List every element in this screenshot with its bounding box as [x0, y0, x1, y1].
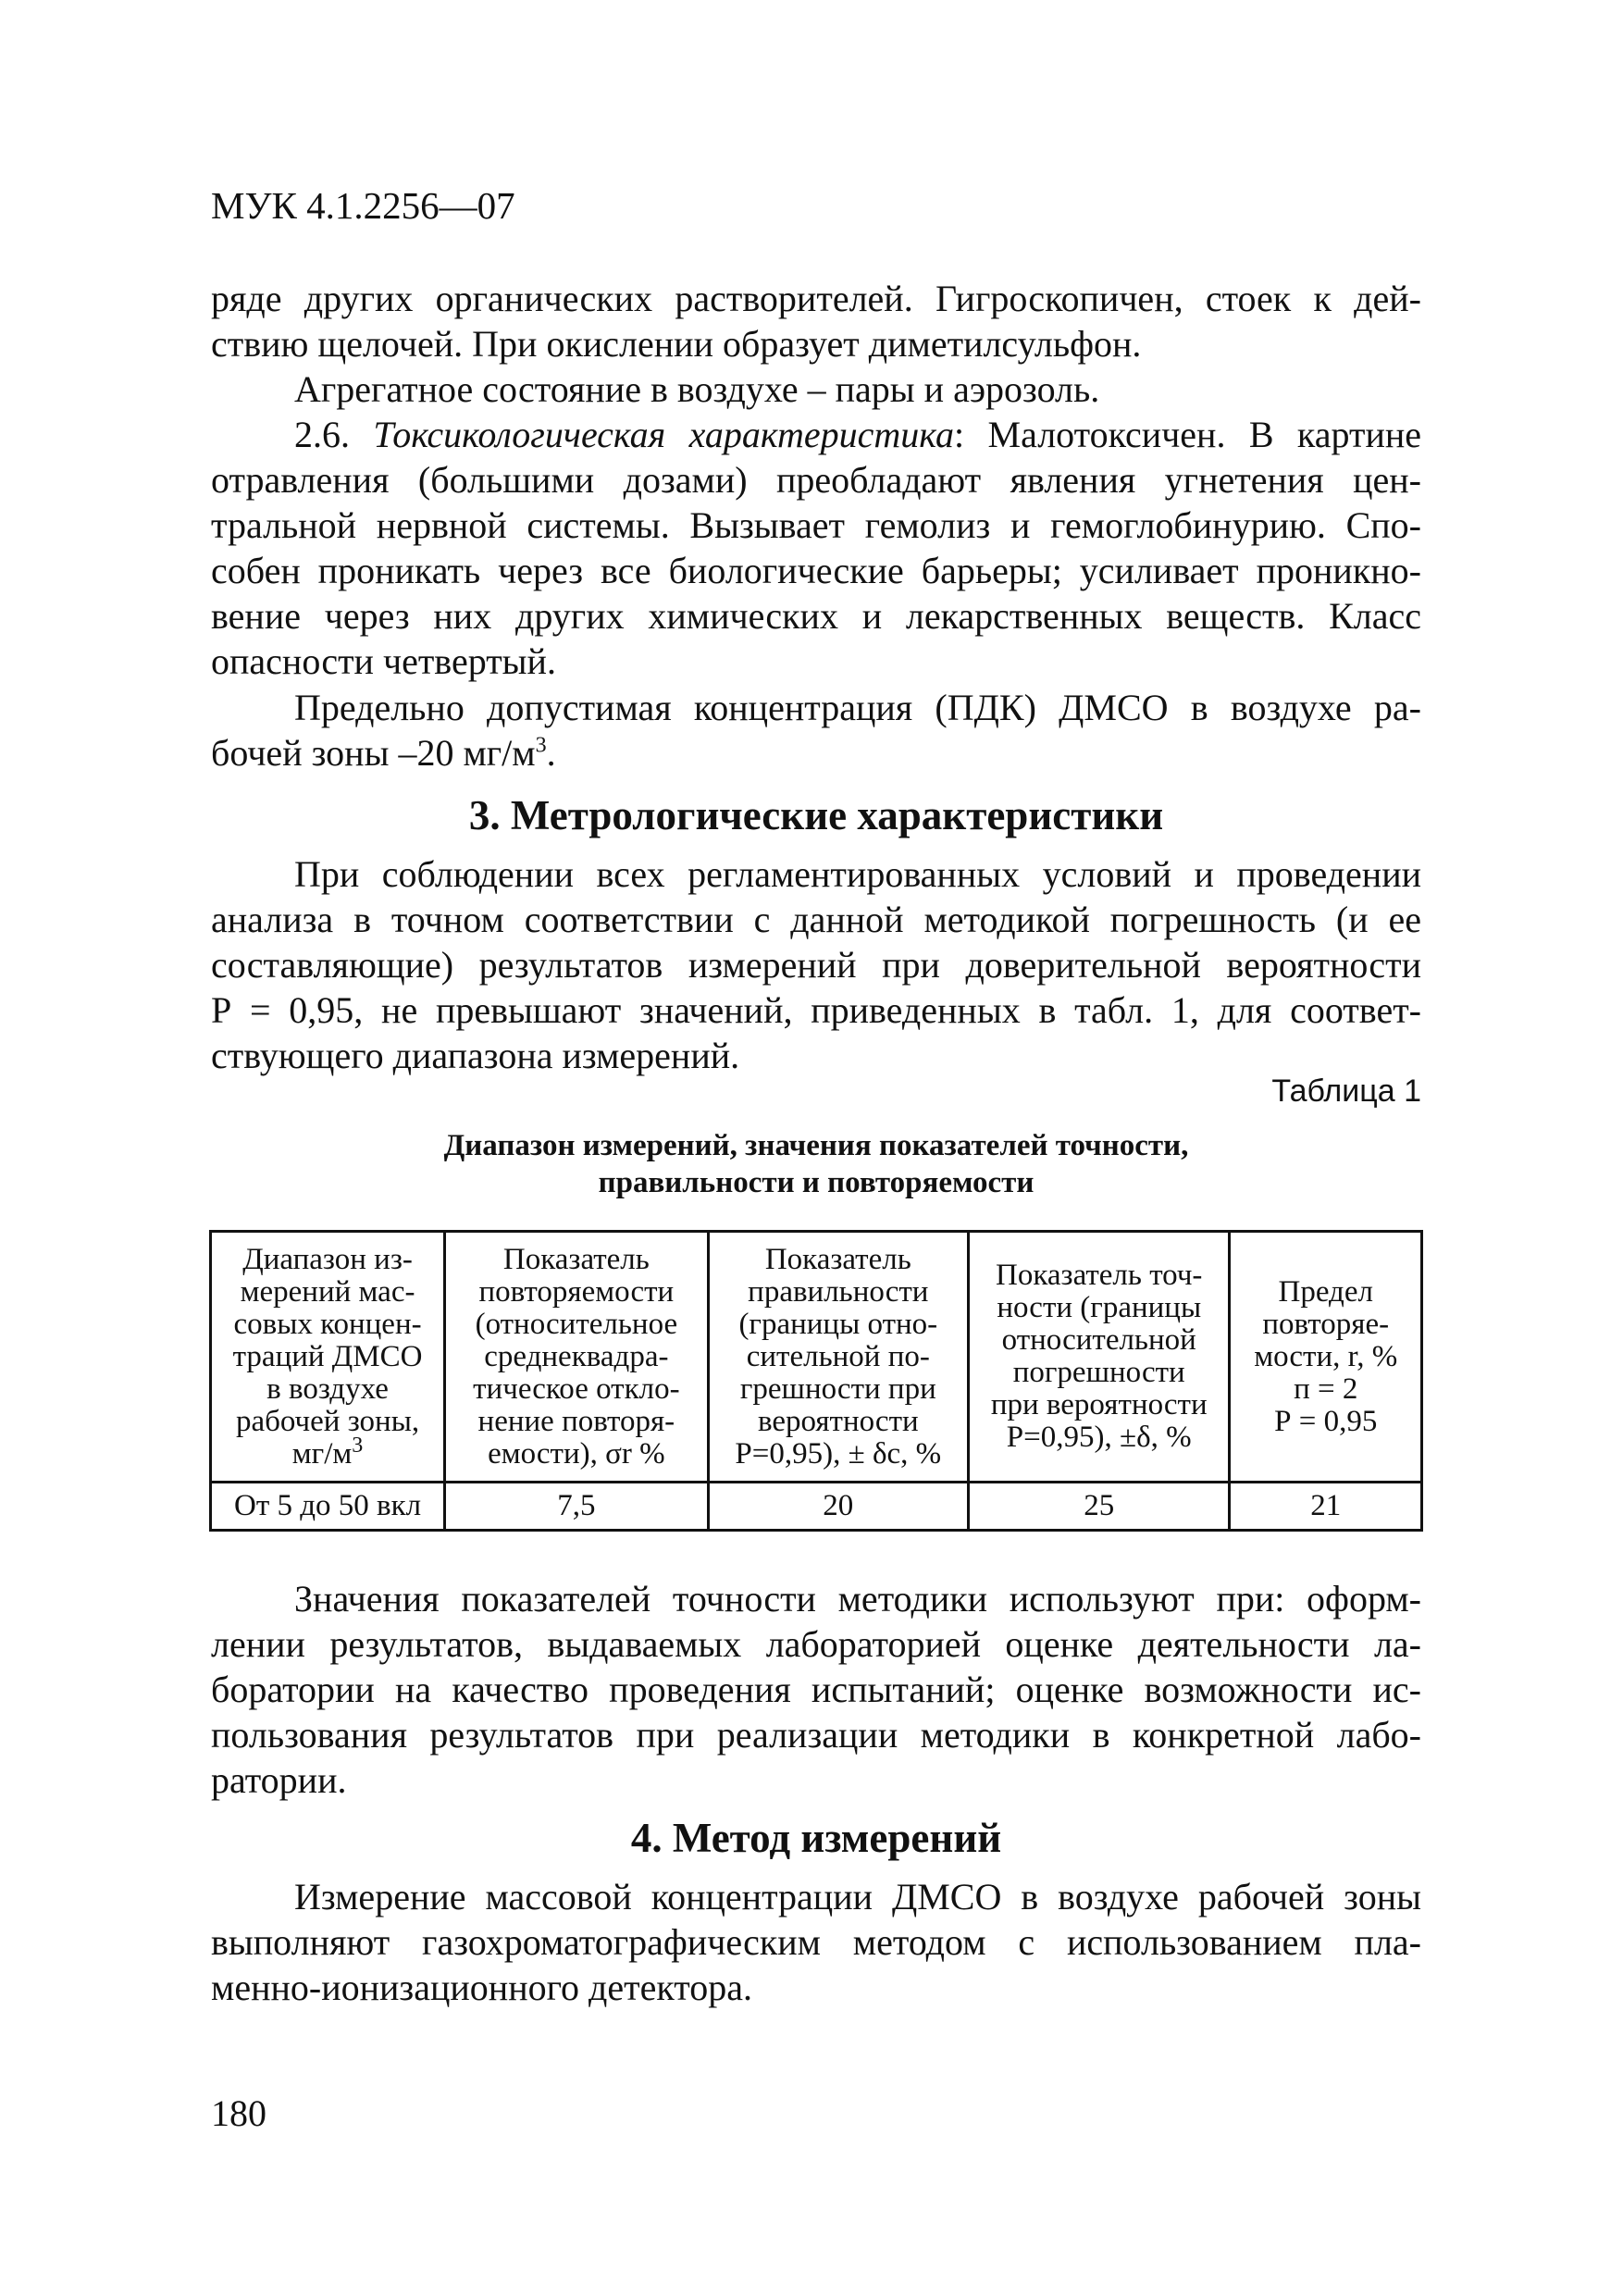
header-line: Р=0,95), ± δc, %	[735, 1436, 942, 1471]
document-code-header: МУК 4.1.2256—07	[211, 184, 515, 227]
header-line: мерений мас-	[240, 1274, 415, 1309]
text-line	[211, 412, 1421, 457]
text-line: собен проникать через все биологические барьеры; усиливает проникно-	[211, 550, 1421, 591]
text-line: ряде других органических растворителей. Гигроскопичен, стоек к дей-	[211, 278, 1421, 319]
header-line: в воздухе	[266, 1371, 389, 1406]
paragraph-solvents	[211, 276, 1421, 366]
paragraph-mac	[211, 685, 1421, 776]
header-line	[215, 1433, 440, 1471]
superscript: 3	[352, 1433, 364, 1458]
paragraph-usage	[211, 1576, 1421, 1803]
text-line: пользования результатов при реализации методики в конкретной лабо-	[211, 1714, 1421, 1756]
text-line: составляющие) результатов измерений при доверительной вероятности	[211, 944, 1421, 986]
header-line: Показатель точ-	[996, 1259, 1203, 1292]
header-line: Р = 0,95	[1274, 1404, 1378, 1438]
text-line: ствию щелочей. При окислении образует диметилсульфон.	[211, 323, 1142, 365]
header-line: емости), σr %	[488, 1436, 665, 1471]
text-line: ратории.	[211, 1759, 347, 1801]
header-line: мости, r, %	[1254, 1339, 1398, 1373]
table-cell: 20	[708, 1483, 968, 1531]
table-title-line: Диапазон измерений, значения показателей точности,	[443, 1129, 1189, 1162]
text-line: При соблюдении всех регламентированных условий и проведении	[294, 853, 1421, 895]
header-line: нение повторя-	[477, 1404, 675, 1438]
text-line: Значения показателей точности методики используют при: оформ-	[294, 1578, 1421, 1620]
header-line: траций ДМСО	[232, 1339, 423, 1373]
text-line	[211, 730, 1421, 776]
text-line: Измерение массовой концентрации ДМСО в воздухе рабочей зоны	[294, 1876, 1421, 1917]
table-label: Таблица 1	[1271, 1074, 1421, 1109]
header-line: совых концен-	[233, 1307, 422, 1341]
header-line: Показатель	[764, 1242, 911, 1276]
clause-title: Токсикологическая характеристика	[373, 414, 955, 455]
text-line: вение через них других химических и лекарственных веществ. Класс	[211, 595, 1421, 637]
table-header-row	[211, 1232, 1422, 1483]
text-line: боратории на качество проведения испытаний; оценке возможности ис-	[211, 1669, 1421, 1710]
table-row	[211, 1483, 1422, 1531]
text-fragment: : Малотоксичен. В картине	[954, 414, 1422, 455]
header-line: Показатель	[502, 1242, 650, 1276]
header-line: Р=0,95), ±δ, %	[1006, 1421, 1192, 1454]
metrology-table	[209, 1230, 1423, 1532]
paragraph-metrology	[211, 851, 1421, 1078]
header-line: правильности	[748, 1274, 929, 1309]
header-line: п = 2	[1294, 1371, 1358, 1406]
header-line: повторяе-	[1262, 1307, 1390, 1341]
text-line: анализа в точном соответствии с данной методикой погрешность (и ее	[211, 899, 1421, 940]
header-line: рабочей зоны,	[235, 1404, 420, 1438]
table-title	[211, 1127, 1421, 1201]
header-cell-repeatability	[445, 1232, 709, 1483]
table-cell: 25	[968, 1483, 1229, 1531]
table-cell: 7,5	[445, 1483, 709, 1531]
paragraph-method	[211, 1874, 1421, 2010]
section-heading: 4. Метод измерений	[630, 1815, 1002, 1861]
header-line: среднеквадра-	[484, 1339, 669, 1373]
text-line: опасности четвертый.	[211, 640, 556, 682]
text-line: выполняют газохроматографическим методом с использованием пла-	[211, 1921, 1421, 1963]
header-line: ности (границы	[997, 1291, 1202, 1324]
header-line: Диапазон из-	[242, 1242, 413, 1276]
header-line: (границы отно-	[738, 1307, 938, 1341]
table-cell: 21	[1230, 1483, 1422, 1531]
superscript: 3	[535, 733, 547, 758]
header-line: погрешности	[1012, 1356, 1185, 1389]
header-line: повторяемости	[478, 1274, 675, 1309]
text-line: отравления (большими дозами) преобладают явления угнетения цен-	[211, 459, 1421, 501]
text-line: ствующего диапазона измерений.	[211, 1035, 740, 1076]
header-line: сительной по-	[746, 1339, 930, 1373]
header-line: Предел	[1278, 1274, 1373, 1309]
text-fragment: бочей зоны –20 мг/м	[211, 732, 536, 774]
section-heading: 3. Метрологические характеристики	[468, 792, 1164, 838]
text-line: лении результатов, выдаваемых лабораторией оценке деятельности ла-	[211, 1623, 1421, 1665]
text-line: Предельно допустимая концентрация (ПДК) ДМСО в воздухе ра-	[294, 687, 1421, 728]
header-line: относительной	[1001, 1323, 1196, 1357]
text-line: Агрегатное состояние в воздухе – пары и аэрозоль.	[294, 368, 1100, 410]
header-line: вероятности	[757, 1404, 919, 1438]
header-line: тическое откло-	[473, 1371, 680, 1406]
header-line: при вероятности	[990, 1388, 1208, 1421]
clause-number: 2.6.	[294, 414, 350, 455]
paragraph-aggregate-state	[211, 366, 1421, 412]
header-cell-accuracy	[968, 1232, 1229, 1483]
header-line: грешности при	[739, 1371, 936, 1406]
text-fragment: .	[546, 732, 556, 774]
table-title-line: правильности и повторяемости	[598, 1166, 1035, 1199]
text-line: Р = 0,95, не превышают значений, приведенных в табл. 1, для соответ-	[211, 989, 1421, 1031]
table-cell: От 5 до 50 вкл	[211, 1483, 445, 1531]
header-cell-trueness	[708, 1232, 968, 1483]
text-line: тральной нервной системы. Вызывает гемолиз и гемоглобинурию. Спо-	[211, 504, 1421, 546]
text-fragment: мг/м	[291, 1436, 353, 1471]
header-cell-limit	[1230, 1232, 1422, 1483]
text-line: менно-ионизационного детектора.	[211, 1967, 752, 2008]
header-cell-range	[211, 1232, 445, 1483]
paragraph-toxicology	[211, 412, 1421, 684]
header-line: (относительное	[475, 1307, 678, 1341]
page-number: 180	[211, 2092, 266, 2134]
